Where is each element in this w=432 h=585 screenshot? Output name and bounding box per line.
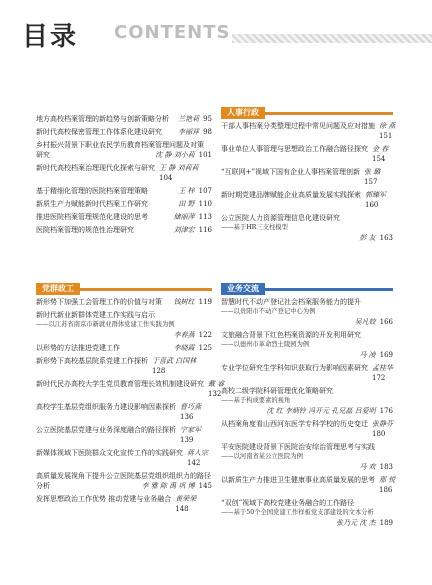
- entry-page-number: 157: [364, 178, 378, 186]
- entry-author: 张 璐: [364, 168, 381, 176]
- entry-title: 公立医院人力资源管理信息化建设研究: [221, 214, 340, 222]
- entry-page-number: 186: [379, 486, 393, 494]
- entry-author: 彭 友: [359, 234, 376, 242]
- toc-entry[interactable]: [36, 225, 212, 235]
- entry-author: 刘津宏: [173, 226, 195, 234]
- entry-subtitle: ——以贵阳市不动产登记中心为例: [221, 308, 316, 315]
- entry-author: 兰艳莉: [178, 115, 200, 123]
- entry-page-number: 136: [180, 413, 194, 421]
- entry-subtitle: ——以江苏省南京市新就业群体党建工作实践为例: [36, 321, 175, 328]
- entry-author: 钱树红: [173, 298, 195, 306]
- entry-author: 吴凡姣: [354, 318, 376, 326]
- entry-subtitle: ——基于50个全国党建工作样板党支部建设的文本分析: [221, 509, 374, 516]
- toc-entry[interactable]: [221, 213, 393, 243]
- toc-entry[interactable]: [36, 425, 212, 445]
- entry-author: 张乃元 沈 杰: [336, 519, 376, 527]
- entry-title: 新媒体视域下医院群众文化宣传工作的实践研究: [36, 449, 183, 457]
- toc-entry[interactable]: [36, 448, 212, 468]
- entry-author: 戴 睿: [208, 380, 225, 388]
- entry-title: 新形势下加强工会管理工作的价值与对策: [36, 298, 162, 306]
- entry-page-number: 176: [379, 407, 393, 415]
- toc-entry[interactable]: [221, 297, 393, 327]
- entry-title: 专业学位研究生学科知识获取行为影响因素研究: [221, 364, 368, 372]
- entry-author: 于喜武 白国林: [152, 357, 197, 365]
- section-title-party: 党群政工: [36, 283, 80, 295]
- section-title-hr: 人事行政: [221, 107, 265, 119]
- entry-page-number: 172: [372, 374, 386, 382]
- entry-page-number: 125: [198, 344, 212, 352]
- page-title: 目录: [22, 22, 79, 52]
- toc-entry[interactable]: [36, 343, 212, 353]
- toc-entry[interactable]: [221, 144, 393, 164]
- entry-page-number: 122: [198, 331, 212, 339]
- entry-page-number: 113: [198, 213, 212, 221]
- entry-author: 储丽萍: [173, 213, 195, 221]
- contents-header: [22, 12, 412, 52]
- entry-author: 黄荣荣: [175, 495, 197, 503]
- entry-author: 李丽祥: [178, 128, 200, 136]
- entry-title: 以新质生产力推进卫生健康事业高质量发展的思考: [221, 476, 375, 484]
- entry-title: 智慧时代不动产登记社会档案服务能力的提升: [221, 298, 361, 306]
- entry-subtitle: ——以德州市革命烈士陵园为例: [221, 341, 310, 348]
- toc-entry[interactable]: [36, 199, 212, 209]
- entry-page-number: 180: [372, 430, 386, 438]
- entry-title: 新时代新业新群体党建工作实践与启示: [36, 311, 155, 319]
- entry-title: 分析: [36, 482, 50, 490]
- entry-title: 推进医院档案管理规范化建设的思考: [36, 213, 148, 221]
- entry-title: 新时期党建品牌赋能企业高质量发展实践探索: [221, 191, 361, 199]
- entry-title: 文旅融合背景下红色档案资源的开发利用研究: [221, 331, 361, 339]
- toc-entry[interactable]: [221, 330, 393, 360]
- entry-title: 平安医院建设背景下医院治安综治管理思考与实践: [221, 443, 375, 451]
- top-left-list: [36, 112, 212, 238]
- entry-page-number: 154: [372, 155, 386, 163]
- entry-page-number: 119: [198, 298, 212, 306]
- entry-author: 蒋人宗: [187, 449, 208, 457]
- entry-page-number: 163: [379, 234, 393, 242]
- entry-title: 以形势的方法推进党建工作: [36, 344, 120, 352]
- section-party: [36, 283, 225, 517]
- entry-author: 马 凌: [359, 351, 376, 359]
- entry-title: 新时代高校档案治理现代化探索与研究: [36, 164, 155, 172]
- toc-entry[interactable]: [221, 498, 393, 528]
- toc-entry[interactable]: [36, 356, 212, 376]
- entry-title: “互联网+”视域下国有企业人事档案管理创新: [221, 168, 361, 176]
- entry-title: 新时代高校保密管理工作体系化建设研究: [36, 128, 162, 136]
- section-hr: [221, 107, 396, 246]
- entry-title: 高质量发展视角下提升公立医院基层党组织组织力的路径: [36, 472, 211, 480]
- entry-title: 地方高校档案管理的新趋势与创新策略分析: [36, 115, 169, 123]
- entry-author: 曹巧燕: [180, 403, 201, 411]
- toc-entry[interactable]: [36, 402, 212, 422]
- toc-entry[interactable]: [36, 310, 212, 340]
- header-decoration: [232, 34, 432, 43]
- toc-entry[interactable]: [36, 127, 212, 137]
- section-title-biz: 业务交流: [221, 283, 265, 295]
- entry-page-number: 151: [379, 132, 393, 140]
- entry-page-number: 128: [152, 367, 166, 375]
- toc-entry[interactable]: [221, 363, 393, 383]
- entry-page-number: 95: [203, 115, 212, 123]
- entry-page-number: 132: [208, 390, 222, 398]
- entry-title: 乡村振兴背景下职业农民学历教育档案管理问题及对策: [36, 141, 204, 149]
- entry-title: “双创”视域下高校党建业务融合的工作路径: [221, 499, 355, 507]
- toc-entry[interactable]: [36, 297, 212, 307]
- entry-subtitle: ——基于HR三支柱模型: [221, 224, 288, 231]
- entry-page-number: 101: [198, 151, 212, 159]
- entry-author: 金 春: [372, 145, 389, 153]
- entry-title: 高校二级学院科研管理优化策略研究: [221, 387, 333, 395]
- entry-page-number: 142: [187, 459, 201, 467]
- entry-title: 新质生产力赋能新时代档案工作研究: [36, 200, 148, 208]
- entry-page-number: 189: [379, 519, 393, 527]
- toc-entry[interactable]: [36, 186, 212, 196]
- toc-entry[interactable]: [221, 121, 396, 141]
- entry-title: 新时代民办高校大学生党员教育管理长效机制建设研究: [36, 380, 204, 388]
- section-biz: [221, 283, 396, 531]
- entry-page-number: 110: [198, 200, 212, 208]
- entry-title: 从档案角度看山西河东医学专科学校的历史变迁: [221, 420, 368, 428]
- entry-page-number: 116: [198, 226, 212, 234]
- entry-title: 医院档案管理的规范性治理研究: [36, 226, 134, 234]
- entry-page-number: 160: [365, 201, 379, 209]
- toc-entry[interactable]: [36, 494, 212, 514]
- toc-entry[interactable]: [36, 379, 225, 399]
- toc-entry[interactable]: [221, 167, 393, 187]
- entry-page-number: 183: [379, 463, 393, 471]
- entry-title: 新形势下高校基层院系党建工作探析: [36, 357, 148, 365]
- entry-title: 事业单位人事管理与思想政治工作融合路径探究: [221, 145, 368, 153]
- toc-entry[interactable]: [36, 471, 212, 491]
- entry-author: 李 雅 陈 禹 巩 博: [141, 482, 195, 490]
- entry-author: 王 静 刘莉莉: [159, 164, 199, 172]
- entry-subtitle: ——以河南省某公立医院为例: [221, 453, 303, 460]
- entry-page-number: 166: [379, 318, 393, 326]
- entry-subtitle: ——基于构成要素的视角: [221, 397, 291, 404]
- entry-title: 高校学生基层党组织服务力建设影响因素探析: [36, 403, 176, 411]
- entry-page-number: 139: [180, 436, 194, 444]
- entry-author: 田 野: [178, 200, 195, 208]
- entry-page-number: 169: [379, 351, 393, 359]
- entry-author: 张静芬: [372, 420, 393, 428]
- entry-author: 李春燕: [173, 331, 195, 339]
- entry-title: 发挥思想政治工作优势 推动党建与业务融合: [36, 495, 172, 503]
- toc-entry[interactable]: [36, 114, 212, 124]
- entry-page-number: 98: [203, 128, 212, 136]
- entry-author: 徐 燕: [379, 122, 396, 130]
- toc-entry[interactable]: [221, 475, 396, 495]
- page-title-en: CONTENTS: [114, 22, 231, 43]
- toc-entry[interactable]: [36, 212, 212, 222]
- toc-entry[interactable]: [221, 442, 393, 472]
- entry-page-number: 104: [159, 174, 173, 182]
- toc-entry[interactable]: [36, 163, 212, 183]
- entry-author: 沈 红 李炳铃 冯开元 孔兄磊 吕爱明: [266, 407, 376, 415]
- entry-author: 郭臻军: [365, 191, 386, 199]
- entry-author: 李晓霞: [173, 344, 195, 352]
- toc-entry[interactable]: [36, 140, 212, 160]
- toc-entry[interactable]: [221, 190, 393, 210]
- entry-page-number: 107: [198, 187, 212, 195]
- toc-entry[interactable]: [221, 419, 393, 439]
- entry-title: 干部人事档案分类整理过程中常见问题及应对措施: [221, 122, 375, 130]
- entry-author: 马 欢: [359, 463, 376, 471]
- toc-entry[interactable]: [221, 386, 393, 416]
- entry-title: 基于精细化管理的医院档案管理策略: [36, 187, 148, 195]
- entry-title: 研究: [36, 151, 50, 159]
- entry-author: 那 悦: [379, 476, 396, 484]
- entry-author: 孟桂华: [372, 364, 393, 372]
- entry-author: 王 梓: [178, 187, 195, 195]
- entry-title: 公立医院基层党建与业务深度融合的路径探析: [36, 426, 176, 434]
- entry-author: 宁家军: [180, 426, 201, 434]
- entry-page-number: 145: [198, 482, 212, 490]
- entry-author: 沈 静 刘小莉: [155, 151, 195, 159]
- entry-page-number: 148: [175, 505, 189, 513]
